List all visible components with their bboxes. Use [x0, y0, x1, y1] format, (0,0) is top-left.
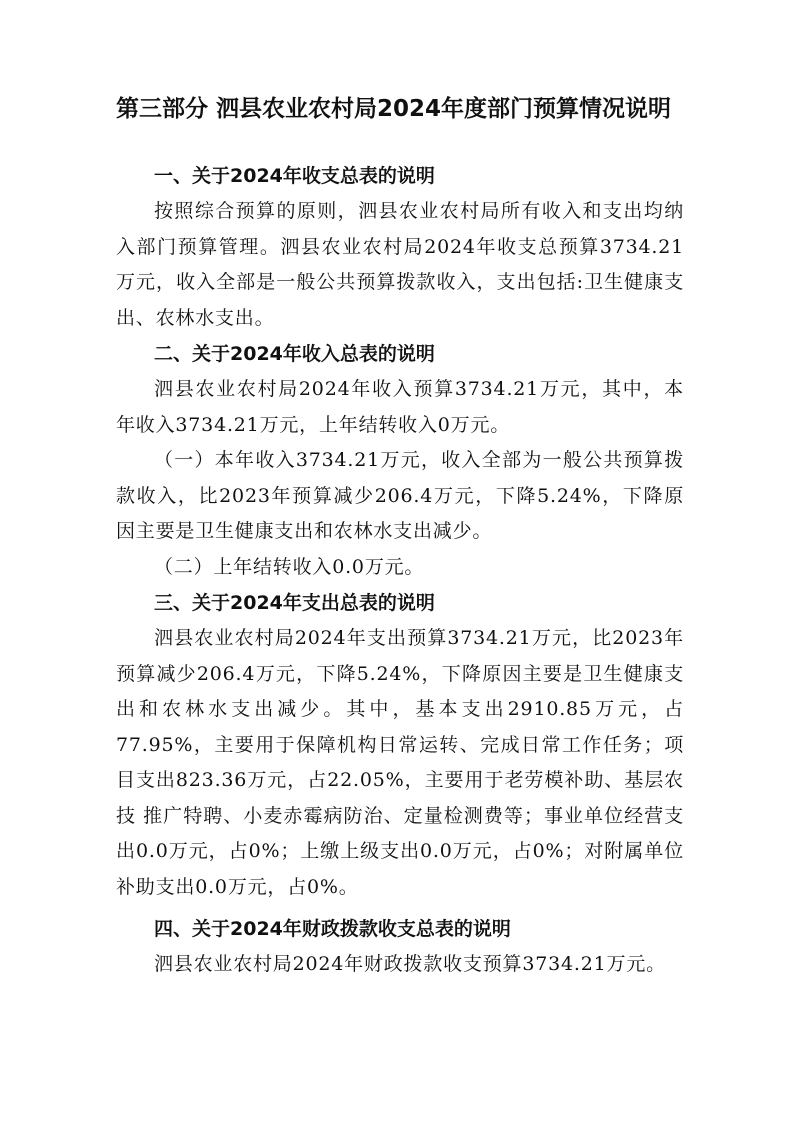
section-heading-1: 一、关于2024年收支总表的说明 [154, 165, 435, 187]
document-body [116, 158, 684, 983]
section-2-paragraph-1: 泗县农业农村局2024年收入预算3734.21万元，其中，本年收入3734.21万元，上年结转收入0万元。 [116, 378, 684, 436]
section-heading-2: 二、关于2024年收入总表的说明 [154, 343, 435, 365]
section-2-paragraph-2: （一）本年收入3734.21万元，收入全部为一般公共预算拨款收入，比2023年预算减少206.4万元，下降5.24%，下降原因主要是卫生健康支出和农林水支出减少。 [116, 449, 684, 542]
section-heading-4: 四、关于2024年财政拨款收支总表的说明 [154, 918, 511, 940]
section-1-paragraph-1: 按照综合预算的原则，泗县农业农村局所有收入和支出均纳入部门预算管理。泗县农业农村局2024年收支总预算3734.21万元，收入全部是一般公共预算拨款收入，支出包括:卫生健康支出、农林水支出。 [116, 200, 684, 329]
section-4-paragraph-1: 泗县农业农村局2024年财政拨款收支预算3734.21万元。 [154, 953, 666, 975]
section-3-paragraph-1: 泗县农业农村局2024年支出预算3734.21万元，比2023年预算减少206.4万元，下降5.24%，下降原因主要是卫生健康支出和农林水支出减少。其中，基本支出2910.85万元，占77.95%，主要用于保障机构日常运转、完成日常工作任务；项目支出823.36万元，占22.05%，主要用于老劳模补助、基层农技 推广特聘、小麦赤霉病防治、定量检测费等；事业单位经营支出0.0万元，占0%；上缴上级支出0.0万元，占0%；对附属单位补助支出0.0万元，占0%。 [116, 627, 684, 898]
section-heading-3: 三、关于2024年支出总表的说明 [154, 592, 435, 614]
section-2-paragraph-3: （二）上年结转收入0.0万元。 [154, 555, 425, 578]
page-title: 第三部分 泗县农业农村局2024年度部门预算情况说明 [116, 96, 672, 122]
